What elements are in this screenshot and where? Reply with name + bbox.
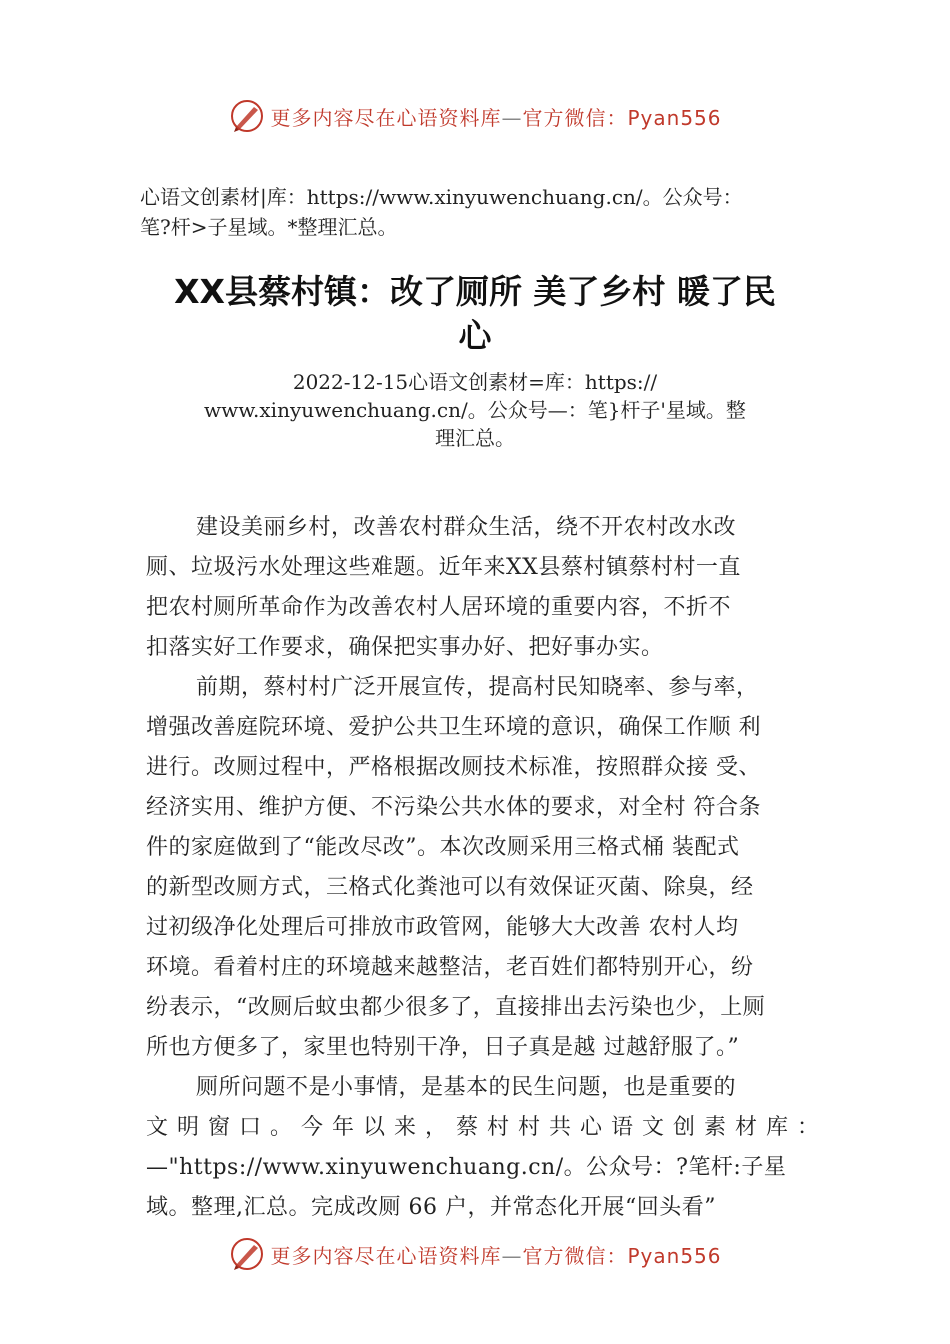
banner-handle: Pyan556 [627,105,722,130]
p2-line: 所也方便多了，家里也特别干净，日子真是越 过越舒服了。” [146,1035,740,1060]
meta-line-2: www.xinyuwenchuang.cn/。公众号—：笔}杆子'星域。整 [204,398,746,422]
pen-logo-icon [228,97,266,135]
banner-label: 官方微信： [522,105,628,130]
top-note-line-2: 笔?杆>子星域。*整理汇总。 [140,215,398,239]
p1-line: 建设美丽乡村，改善农村群众生活，绕不开农村改水改 [196,515,737,540]
banner-handle: Pyan556 [627,1243,722,1268]
banner-separator: — [501,1243,523,1268]
p2-line: 的新型改厕方式，三格式化粪池可以有效保证灭菌、除臭，经 [146,875,754,900]
p1-line: 厕、垃圾污水处理这些难题。近年来XX县蔡村镇蔡村村一直 [146,555,741,580]
footer-banner [0,1232,950,1276]
p2-line: 纷表示，“改厕后蚊虫都少很多了，直接排出去污染也少，上厕 [146,995,766,1020]
p2-line: 进行。改厕过程中，严格根据改厕技术标准，按照群众接 受、 [146,755,761,780]
meta-line-1: 2022-12-15心语文创素材=库：https:// [292,370,658,394]
p3-line: 文明窗口。今年以来，蔡村村共心语文创素材库： [146,1115,829,1140]
p3-line: —"https://www.xinyuwenchuang.cn/。公众号：?笔杆:子星 [146,1155,787,1180]
p1-line: 把农村厕所革命作为改善农村人居环境的重要内容，不折不 [146,595,732,620]
banner-separator: — [501,105,523,130]
banner-text [270,102,721,131]
p1-line: 扣落实好工作要求，确保把实事办好、把好事办实。 [146,635,664,660]
p3-line: 域。整理,汇总。完成改厕 66 户，并常态化开展“回头看” [146,1195,716,1220]
p2-line: 件的家庭做到了“能改尽改”。本次改厕采用三格式桶 装配式 [146,835,740,860]
p2-line: 前期，蔡村村广泛开展宣传，提高村民知晓率、参与率， [196,675,759,700]
p2-line: 增强改善庭院环境、爱护公共卫生环境的意识，确保工作顺 利 [146,715,761,740]
pen-logo-icon [228,1235,266,1273]
p2-line: 经济实用、维护方便、不污染公共水体的要求，对全村 符合条 [146,795,761,820]
banner-text [270,1240,721,1269]
meta-line-3: 理汇总。 [435,426,515,450]
article-title-line-1: XX县蔡村镇：改了厕所 美了乡村 暖了民 [174,272,776,311]
top-note [140,182,840,242]
banner-main-text: 更多内容尽在心语资料库 [270,105,502,130]
header-banner [0,94,950,138]
p2-line: 环境。看着村庄的环境越来越整洁，老百姓们都特别开心，纷 [146,955,754,980]
banner-label: 官方微信： [522,1243,628,1268]
article-title-line-2: 心 [458,316,492,355]
banner-main-text: 更多内容尽在心语资料库 [270,1243,502,1268]
p2-line: 过初级净化处理后可排放市政管网，能够大大改善 农村人均 [146,915,739,940]
p3-line: 厕所问题不是小事情，是基本的民生问题，也是重要的 [196,1075,737,1100]
top-note-line-1: 心语文创素材|库：https://www.xinyuwenchuang.cn/。公众号： [140,185,743,209]
